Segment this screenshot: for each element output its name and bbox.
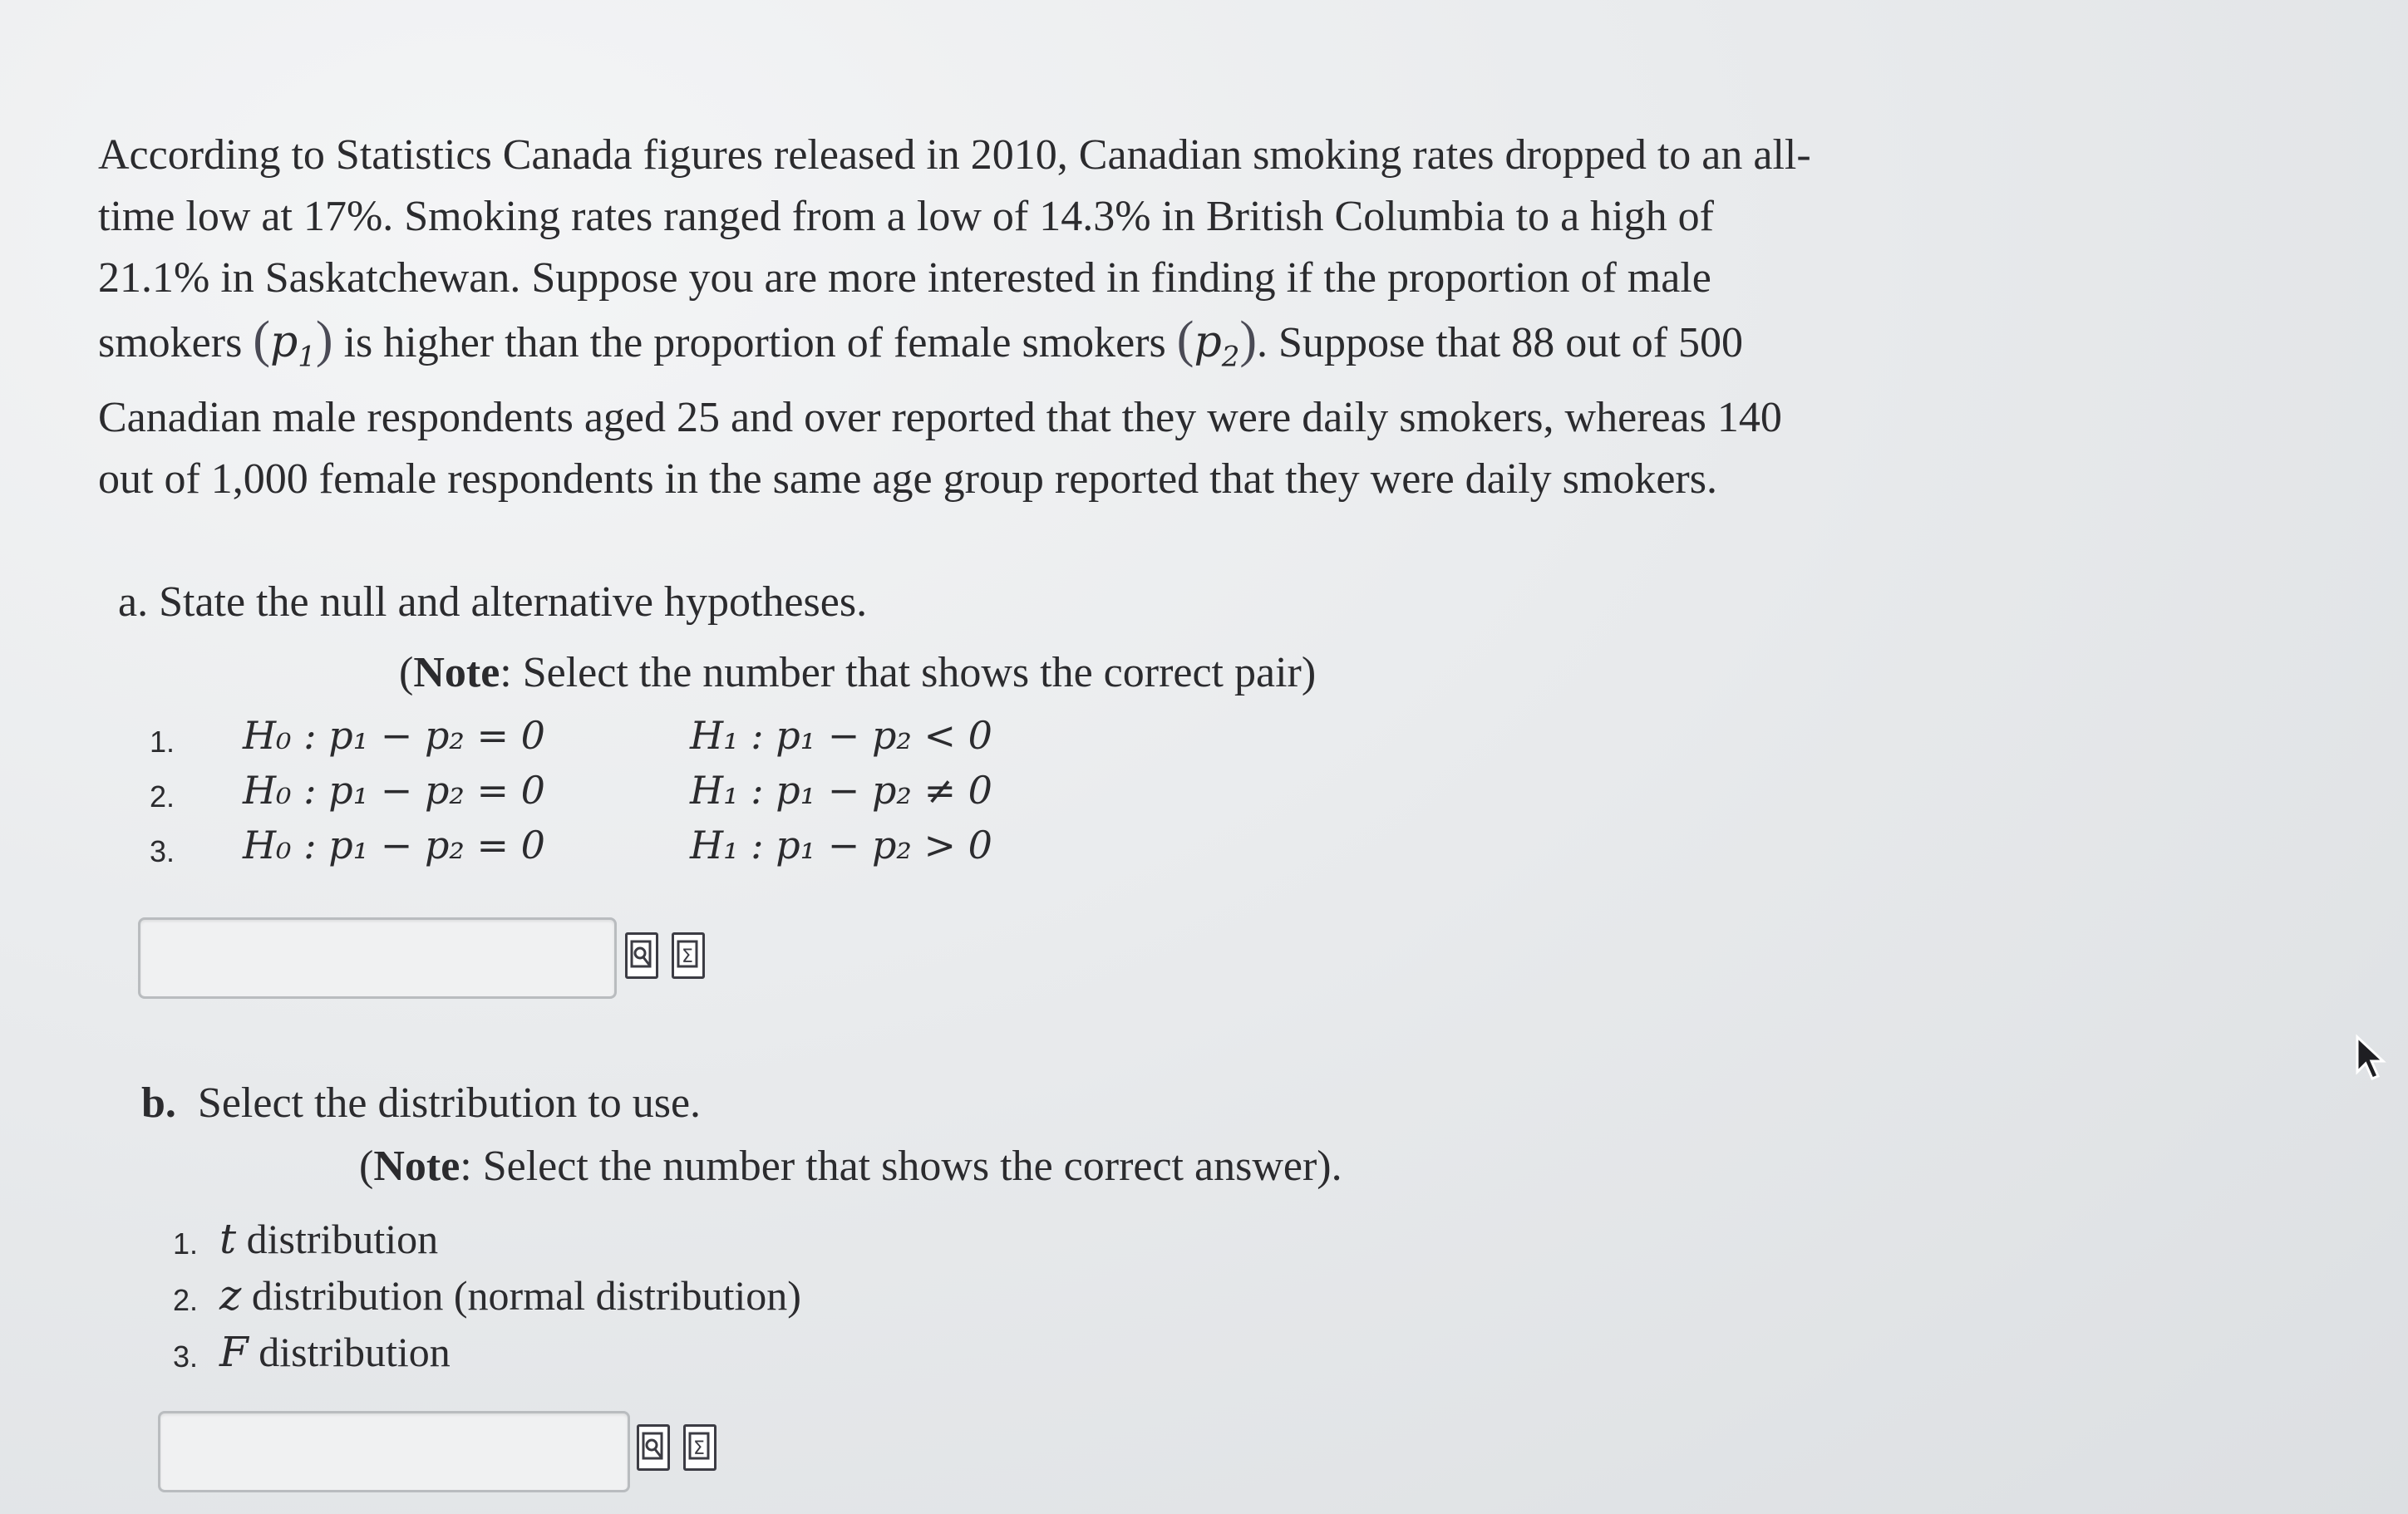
problem-line: time low at 17%. Smoking rates ranged from a low of 14.3% in British Columbia to a high of [98,193,1714,240]
part-b-answer-input[interactable] [158,1411,630,1492]
null-hypothesis: H₀ : p₁ − p₂ = 0 [243,768,545,813]
part-b-note: (Note: Select the number that shows the correct answer). [359,1143,1342,1190]
alternative-hypothesis: H₁ : p₁ − p₂ < 0 [690,713,992,758]
option-number: 2. [173,1283,199,1317]
equation-icon[interactable] [683,1424,716,1471]
option-number: 3. [150,834,175,868]
part-a-title: a. State the null and alternative hypotheses. [118,578,868,626]
problem-line: 21.1% in Saskatchewan. Suppose you are more interested in finding if the proportion of male [98,254,1711,302]
null-hypothesis: H₀ : p₁ − p₂ = 0 [243,823,545,868]
option-number: 2. [150,779,175,814]
option-number: 1. [150,725,175,759]
p2-symbol: $p_2$ [1194,317,1240,374]
problem-line-with-symbols: smokers $(p_1)$ is higher than the proportion of female smokers $(p_2)$. Suppose that 88 out of 500 [98,312,1744,374]
mouse-cursor-icon [2354,1034,2387,1086]
problem-line: Canadian male respondents aged 25 and over reported that they were daily smokers, whereas 140 [98,394,1782,442]
problem-line: out of 1,000 female respondents in the same age group reported that they were daily smokers. [98,455,1717,504]
part-b-title: b. Select the distribution to use. [141,1079,702,1127]
equation-icon[interactable] [672,932,705,979]
option-number: 1. [173,1226,199,1261]
svg-text:Σ: Σ [682,946,693,967]
preview-icon[interactable] [625,932,658,979]
option-number: 3. [173,1339,199,1374]
alternative-hypothesis: H₁ : p₁ − p₂ > 0 [690,823,992,868]
part-a-answer-input[interactable] [138,917,617,999]
preview-icon[interactable] [637,1424,670,1471]
p1-symbol: $p_1$ [269,317,316,374]
problem-line: According to Statistics Canada figures released in 2010, Canadian smoking rates dropped to an all- [98,131,1811,179]
null-hypothesis: H₀ : p₁ − p₂ = 0 [243,713,545,758]
alternative-hypothesis: H₁ : p₁ − p₂ ≠ 0 [690,768,992,813]
problem-statement [98,125,1968,510]
svg-text:Σ: Σ [693,1438,705,1459]
part-a-note: (Note: Select the number that shows the correct pair) [399,649,1317,696]
question-page: According to Statistics Canada figures released in 2010, Canadian smoking rates dropped to an all- time low at 17%. Smoking rates ranged from a low of 14.3% in British Columbia to a high of 21.1% in Saskatchewan. Suppose you are more interested in finding if the proportion of male smokers $(p_1)$ is higher than the proportion of female smokers $(p_2)$. Suppose that 88 out of 500 Canadian male respondents aged 25 and over reported that they were daily smokers, whereas 140 out of 1,000 female respondents in the same age group reported that they were daily smokers. a. State the null and alternative hypotheses. (Note: Select the number that shows the correct pair) 1. H₀ : p₁ − p₂ = 0 H₁ : p₁ − p₂ < 0 2. H₀ : p₁ − p₂ = 0 H₁ : p₁ − p₂ ≠ 0 3. H₀ : p₁ − p₂ = 0 H₁ : p₁ − p₂ > 0 Σ b. Select the distribution to use. (Note: Select the number that shows the correct answer). 1. t distribution 2. z distribution (normal distribution) 3. F distribution Σ [0,0,2408,1514]
